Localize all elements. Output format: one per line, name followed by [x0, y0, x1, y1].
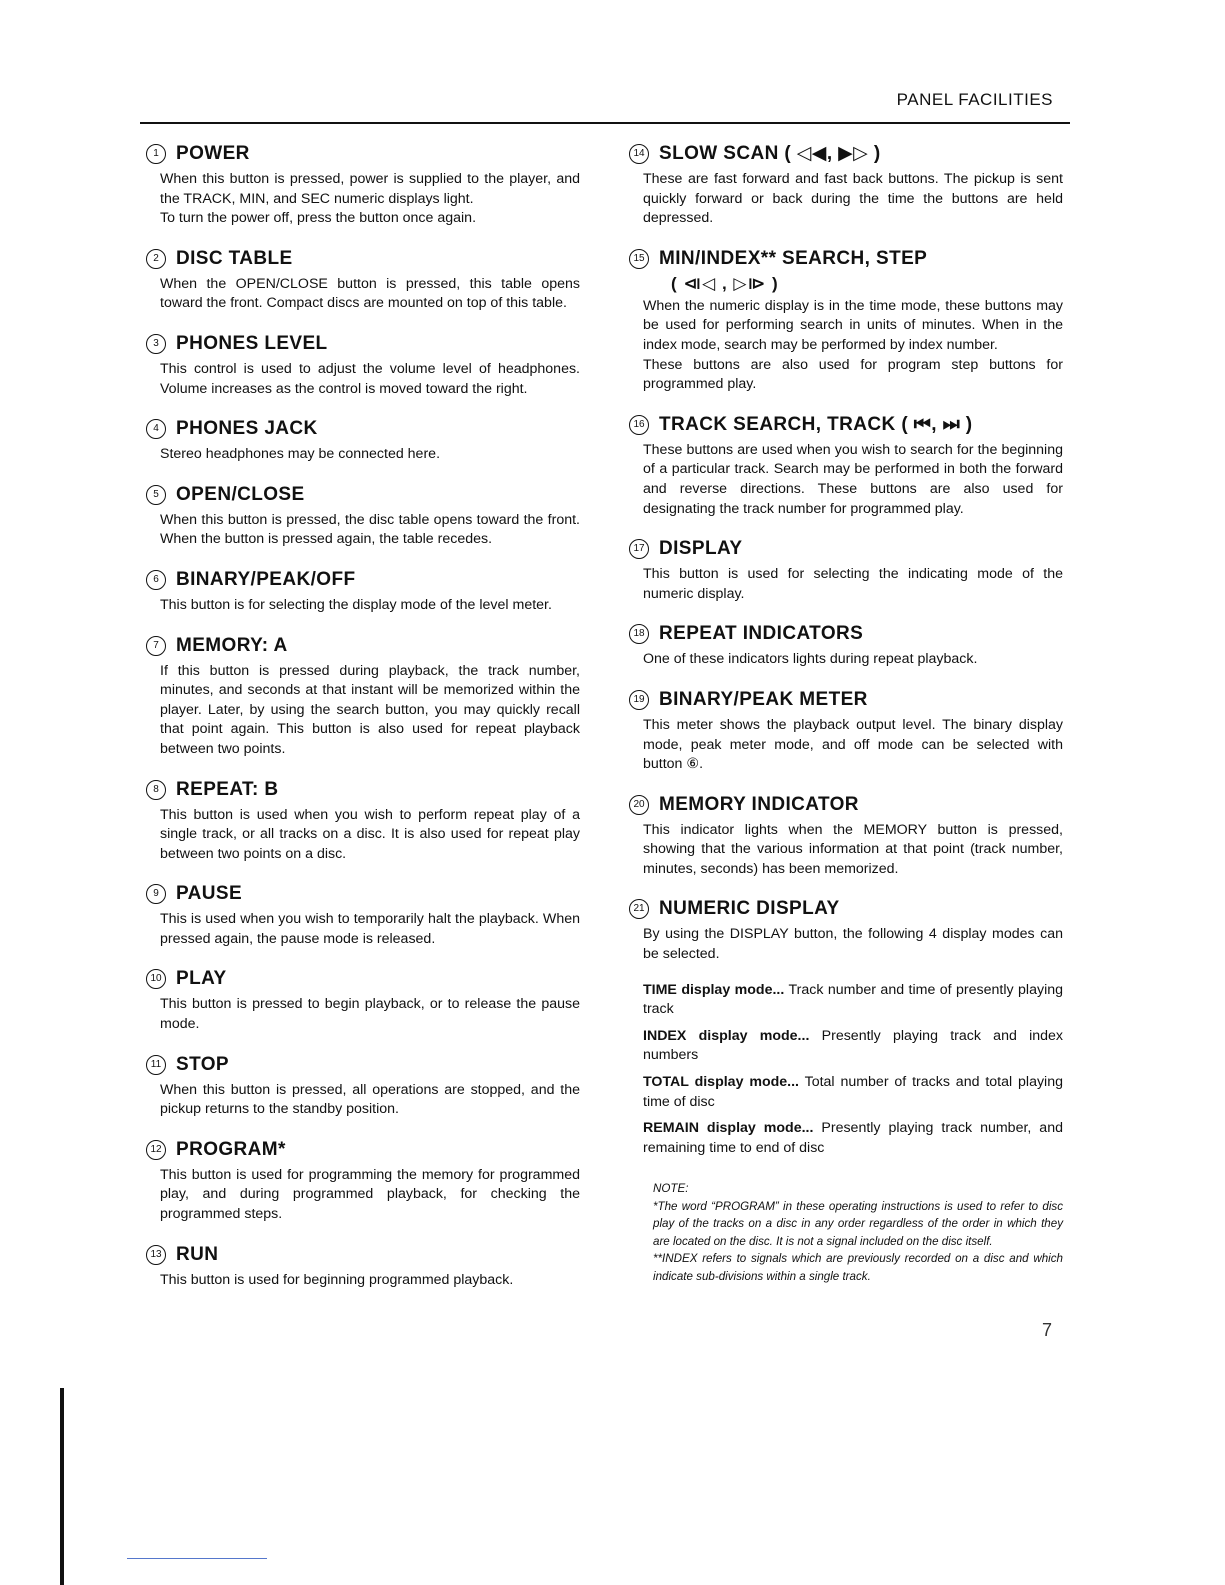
- feature-heading: [146, 140, 580, 168]
- feature-heading: [629, 791, 1063, 819]
- feature-item: [153, 140, 580, 229]
- display-mode-description: Presently playing track number, and remaining time to end of disc: [643, 1120, 1063, 1156]
- display-mode-description: Track number and time of presently playing track: [643, 981, 1064, 1018]
- feature-heading: [146, 330, 580, 358]
- display-mode: [643, 981, 1063, 1020]
- feature-number: 2: [146, 249, 166, 269]
- note-label: NOTE:: [653, 1182, 689, 1196]
- feature-description: [643, 925, 1063, 964]
- left-column: [150, 140, 580, 1306]
- feature-item: [633, 140, 1063, 229]
- feature-item: [153, 776, 580, 865]
- feature-number: 20: [629, 795, 649, 815]
- feature-title: MIN/INDEX** SEARCH, STEP: [659, 247, 928, 269]
- feature-description: [643, 441, 1063, 519]
- feature-number: 10: [146, 969, 166, 989]
- display-mode: [643, 1119, 1063, 1158]
- feature-description: [643, 170, 1063, 229]
- feature-number: 7: [146, 636, 166, 656]
- feature-heading: [629, 686, 1063, 714]
- feature-heading: [146, 1241, 580, 1269]
- feature-title: BINARY/PEAK/OFF: [176, 568, 356, 590]
- feature-title: SLOW SCAN ( ◁◀, ▶▷ ): [659, 143, 881, 164]
- feature-title: POWER: [176, 143, 250, 164]
- feature-paragraph: When this button is pressed, power is supplied to the player, and the TRACK, MIN, and SEC numeric displays light.: [160, 171, 580, 207]
- feature-item: [633, 791, 1063, 880]
- feature-paragraph: This button is used when you wish to perform repeat play of a single track, or all tracks on a disc. It is also used for repeat play between two points on a disc.: [160, 806, 580, 862]
- feature-item: [150, 1136, 580, 1225]
- feature-title: PLAY: [176, 968, 227, 990]
- feature-paragraph: When this button is pressed, the disc table opens toward the front. When the button is pressed again, the table recedes.: [160, 511, 580, 548]
- feature-heading: [146, 632, 580, 660]
- feature-paragraph: This button is for selecting the display mode of the level meter.: [160, 596, 552, 613]
- display-modes-list: [643, 981, 1063, 1159]
- feature-item: [153, 481, 580, 550]
- feature-item: [633, 535, 1063, 604]
- feature-title: PAUSE: [176, 883, 243, 905]
- feature-description: [160, 511, 580, 550]
- feature-paragraph: This is used when you wish to temporarily halt the playback. When pressed again, the pause mode is released.: [160, 911, 580, 947]
- feature-title: BINARY/PEAK METER: [659, 688, 868, 710]
- feature-heading: [629, 245, 1063, 273]
- feature-heading: [146, 776, 580, 804]
- feature-item: [150, 1241, 580, 1291]
- feature-item: [153, 330, 580, 399]
- feature-number: 13: [146, 1245, 166, 1265]
- feature-paragraph: This control is used to adjust the volume level of headphones. Volume increases as the control is moved toward the right.: [160, 360, 580, 397]
- feature-heading: [629, 411, 1063, 439]
- display-mode-name: TIME display mode...: [643, 981, 785, 998]
- feature-number: 4: [146, 419, 166, 439]
- feature-number: 5: [146, 485, 166, 505]
- feature-paragraph: These buttons are used when you wish to search for the beginning of a particular track. Search may be performed in both the forward and reverse directions. These buttons are also used for designating the track number for programmed play.: [643, 441, 1063, 517]
- note-line-1: *The word “PROGRAM” in these operating instructions is used to refer to disc play of the tracks on a disc in any order regardless of the order in which they are located on the disc. It is not a signal included on the disc itself.: [653, 1199, 1063, 1248]
- binding-bar: [60, 1388, 64, 1585]
- feature-title: TRACK SEARCH, TRACK ( ⏮, ⏭ ): [659, 413, 973, 435]
- feature-heading: [146, 481, 580, 509]
- feature-title: STOP: [176, 1053, 229, 1075]
- feature-item: [153, 632, 580, 760]
- feature-title: MEMORY INDICATOR: [659, 793, 859, 815]
- feature-number: 16: [629, 415, 649, 435]
- feature-number: 17: [629, 539, 649, 559]
- feature-heading: [629, 535, 1063, 563]
- feature-number: 6: [146, 570, 166, 590]
- feature-paragraph: This button is used for programming the memory for programmed play, and during programmed playback, for checking the programmed steps.: [160, 1166, 580, 1223]
- feature-item: [633, 245, 1063, 395]
- feature-heading: [146, 880, 580, 908]
- feature-paragraph: When the numeric display is in the time mode, these buttons may be used for performing search in units of minutes. When in the index mode, search may be performed by index number.: [643, 297, 1063, 353]
- feature-description: [643, 565, 1063, 604]
- right-items: [633, 140, 1063, 965]
- feature-heading: [629, 895, 1063, 923]
- feature-description: [160, 1271, 580, 1291]
- feature-paragraph: When the OPEN/CLOSE button is pressed, this table opens toward the front. Compact discs are mounted on top of this table.: [160, 275, 580, 312]
- feature-title: DISC TABLE: [176, 247, 293, 269]
- feature-description: [643, 297, 1063, 395]
- feature-heading: [629, 140, 1063, 168]
- feature-item: [633, 411, 1063, 519]
- feature-description: [160, 445, 580, 465]
- feature-title: PHONES LEVEL: [176, 332, 328, 354]
- feature-number: 18: [629, 624, 649, 644]
- feature-description: [160, 662, 580, 760]
- feature-item: [633, 620, 1063, 670]
- feature-description: [643, 650, 1063, 670]
- feature-item: [150, 965, 580, 1034]
- feature-title: NUMERIC DISPLAY: [659, 898, 840, 920]
- feature-heading: [629, 620, 1063, 648]
- feature-description: [160, 275, 580, 314]
- feature-item: [633, 686, 1063, 775]
- display-mode-description: Total number of tracks and total playing time of disc: [643, 1074, 1063, 1110]
- feature-heading: [146, 965, 580, 993]
- feature-number: 12: [146, 1140, 166, 1160]
- feature-paragraph: This meter shows the playback output level. The binary display mode, peak meter mode, and off mode can be selected with button ⑥.: [643, 716, 1063, 773]
- display-mode: [643, 1027, 1063, 1066]
- feature-item: [153, 245, 580, 314]
- feature-description: [160, 1166, 580, 1225]
- feature-description: [160, 806, 580, 865]
- feature-number: 21: [629, 899, 649, 919]
- page-number: 7: [1042, 1320, 1053, 1340]
- feature-number: 9: [146, 884, 166, 904]
- feature-title: REPEAT: B: [176, 778, 279, 800]
- feature-number: 8: [146, 780, 166, 800]
- feature-paragraph: This indicator lights when the MEMORY button is pressed, showing that the various information at that point (track number, minutes, seconds) has been memorized.: [643, 821, 1063, 877]
- feature-item: [153, 415, 580, 465]
- display-mode-name: INDEX display mode...: [643, 1027, 810, 1044]
- feature-description: [643, 716, 1063, 775]
- feature-description: [160, 360, 580, 399]
- feature-title: OPEN/CLOSE: [176, 483, 305, 505]
- note-line-2: **INDEX refers to signals which are previously recorded on a disc and which indicate sub-divisions within a single track.: [653, 1252, 1063, 1283]
- display-mode-name: REMAIN display mode...: [643, 1120, 814, 1137]
- feature-heading: [146, 245, 580, 273]
- display-mode-description: Presently playing track and index numbers: [643, 1027, 1064, 1064]
- feature-description: [160, 910, 580, 949]
- feature-description: [160, 1081, 580, 1120]
- note-block: [653, 1180, 1063, 1285]
- feature-title: PROGRAM*: [176, 1138, 286, 1160]
- feature-number: 14: [629, 144, 649, 164]
- feature-heading: [146, 415, 580, 443]
- feature-number: 3: [146, 334, 166, 354]
- feature-paragraph: These are fast forward and fast back buttons. The pickup is sent quickly forward or back during the time the buttons are held depressed.: [643, 171, 1063, 227]
- right-column: [633, 140, 1064, 1285]
- feature-number: 15: [629, 249, 649, 269]
- feature-description: [160, 596, 580, 616]
- feature-paragraph: If this button is pressed during playback, the track number, minutes, and seconds at that instant will be memorized within the player. Later, by using the search button, you may quickly recall that point again. This button is also used for repeat playback between two points.: [160, 662, 580, 757]
- feature-item: [153, 566, 580, 616]
- feature-item: [150, 1051, 580, 1120]
- feature-title: RUN: [176, 1243, 219, 1265]
- page-header-title: PANEL FACILITIES: [896, 90, 1053, 109]
- feature-heading: [146, 566, 580, 594]
- feature-paragraph: Stereo headphones may be connected here.: [160, 446, 441, 463]
- feature-paragraph: One of these indicators lights during repeat playback.: [643, 651, 978, 668]
- feature-paragraph: When this button is pressed, all operations are stopped, and the pickup returns to the standby position.: [160, 1081, 580, 1118]
- feature-title: DISPLAY: [659, 538, 743, 560]
- feature-paragraph: To turn the power off, press the button once again.: [160, 210, 477, 227]
- feature-heading: [146, 1136, 580, 1164]
- feature-paragraph: This button is pressed to begin playback, or to release the pause mode.: [160, 996, 580, 1033]
- feature-description: [160, 170, 580, 229]
- feature-title: REPEAT INDICATORS: [659, 623, 864, 645]
- feature-description: [160, 995, 580, 1034]
- feature-number: 19: [629, 690, 649, 710]
- feature-description: [643, 821, 1063, 880]
- feature-title: PHONES JACK: [176, 418, 318, 440]
- feature-number: 11: [146, 1055, 166, 1075]
- feature-number: 1: [146, 144, 166, 164]
- feature-subtitle: ( ⧏◁ , ▷⧐ ): [671, 273, 779, 293]
- feature-paragraph: These buttons are also used for program step buttons for programmed play.: [643, 356, 1063, 393]
- feature-item: [633, 895, 1063, 964]
- display-mode: [643, 1073, 1063, 1112]
- feature-heading: [146, 1051, 580, 1079]
- feature-item: [153, 880, 580, 949]
- header-rule: [140, 122, 1070, 124]
- feature-paragraph: This button is used for selecting the indicating mode of the numeric display.: [643, 566, 1063, 602]
- feature-paragraph: This button is used for beginning programmed playback.: [160, 1271, 514, 1288]
- display-mode-name: TOTAL display mode...: [643, 1074, 799, 1091]
- feature-paragraph: By using the DISPLAY button, the following 4 display modes can be selected.: [643, 926, 1063, 963]
- scan-line: [127, 1558, 267, 1559]
- feature-title: MEMORY: A: [176, 634, 288, 656]
